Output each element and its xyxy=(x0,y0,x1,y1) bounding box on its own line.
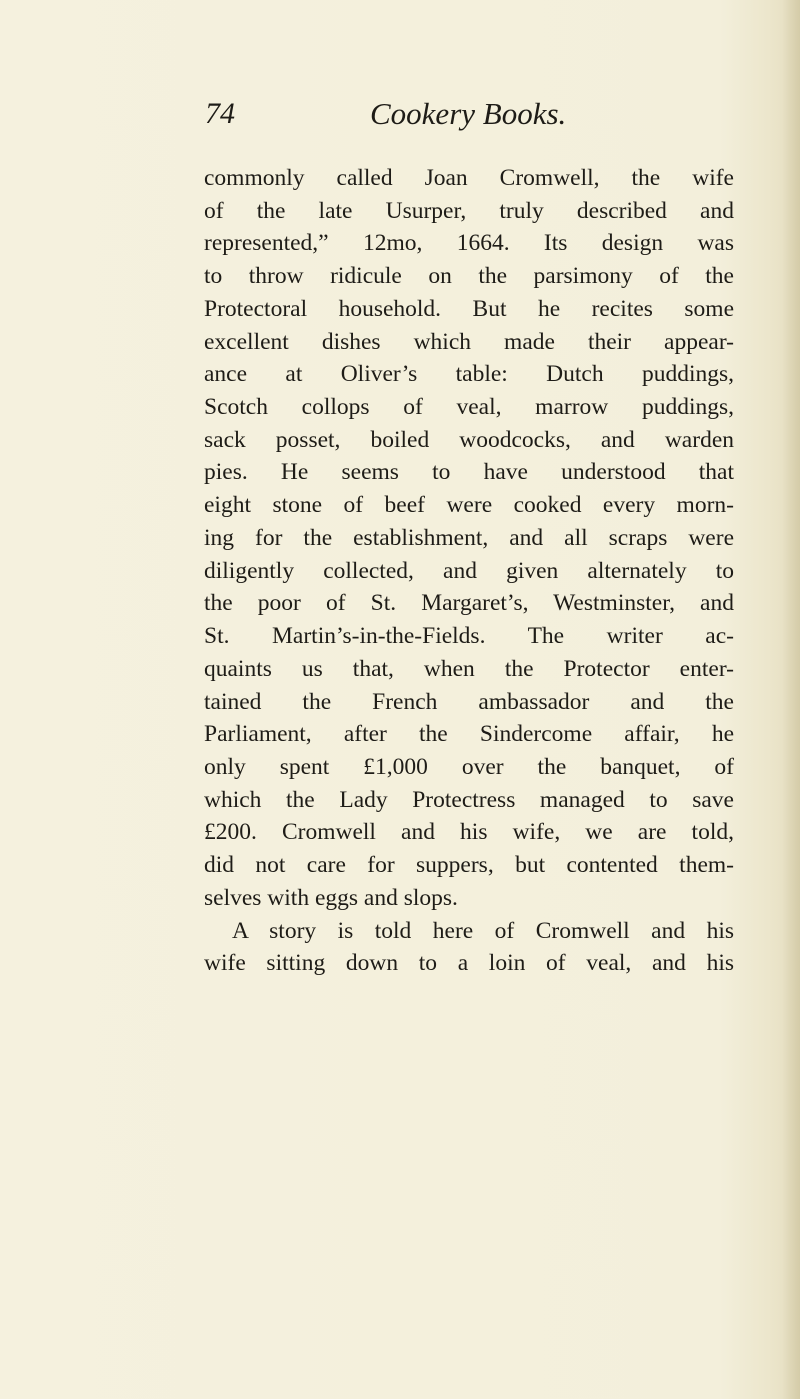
text-line: sack posset, boiled woodcocks, and warden xyxy=(204,426,734,453)
text-line: did not care for suppers, but contented them- xyxy=(204,852,734,879)
text-line: commonly called Joan Cromwell, the wife xyxy=(204,165,734,191)
page-edge-shadow xyxy=(782,0,800,1399)
text-line: A story is told here of Cromwell and his xyxy=(232,917,734,944)
text-line: pies. He seems to have understood that xyxy=(204,459,734,486)
text-line: eight stone of beef were cooked every morn- xyxy=(204,492,734,519)
text-line: tained the French ambassador and the xyxy=(204,688,734,715)
text-line: St. Martin’s-in-the-Fields. The writer ac- xyxy=(204,623,734,650)
body-text xyxy=(204,162,734,980)
page-title: Cookery Books. xyxy=(370,96,567,131)
text-line: to throw ridicule on the parsimony of the xyxy=(204,263,734,290)
text-line: of the late Usurper, truly described and xyxy=(204,197,734,224)
text-line: ance at Oliver’s table: Dutch puddings, xyxy=(204,361,734,388)
text-line: which the Lady Protectress managed to save xyxy=(204,786,734,813)
text-line: Parliament, after the Sindercome affair, he xyxy=(204,721,734,748)
text-line: represented,” 12mo, 1664. Its design was xyxy=(204,230,734,257)
text-line: Protectoral household. But he recites some xyxy=(204,295,734,322)
text-line: the poor of St. Margaret’s, Westminster, and xyxy=(204,590,734,617)
text-line: diligently collected, and given alternately to xyxy=(204,557,734,584)
page-number: 74 xyxy=(205,97,235,130)
text-line: selves with eggs and slops. xyxy=(204,884,458,911)
text-line: wife sitting down to a loin of veal, and his xyxy=(204,950,734,977)
text-line: £200. Cromwell and his wife, we are told, xyxy=(204,819,734,846)
text-line: ing for the establishment, and all scraps were xyxy=(204,524,734,551)
text-line: excellent dishes which made their appear- xyxy=(204,328,734,355)
running-head xyxy=(205,94,625,144)
text-line: Scotch collops of veal, marrow puddings, xyxy=(204,394,734,421)
text-line: quaints us that, when the Protector enter- xyxy=(204,655,734,682)
text-line: only spent £1,000 over the banquet, of xyxy=(204,753,734,780)
